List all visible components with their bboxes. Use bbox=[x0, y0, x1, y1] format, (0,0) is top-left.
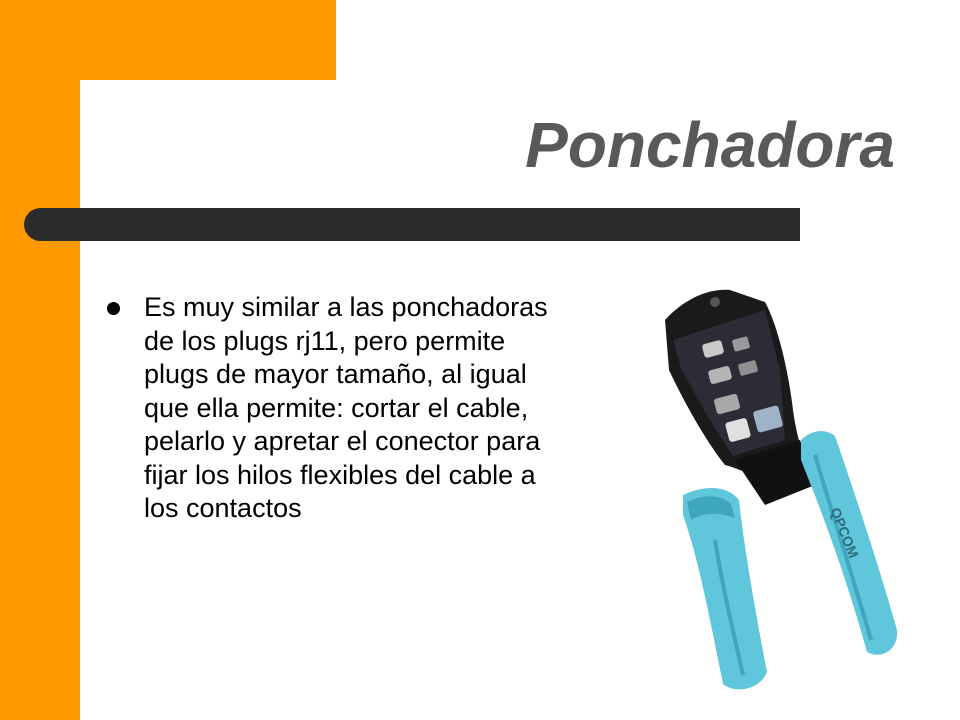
title-underline-bar bbox=[24, 208, 800, 241]
tool-brand-label: QPCOM bbox=[827, 505, 862, 561]
content-panel-corner bbox=[80, 80, 140, 140]
crimping-tool-icon bbox=[615, 280, 915, 700]
slide-title: Ponchadora bbox=[525, 109, 895, 181]
bullet-item bbox=[100, 291, 570, 526]
orange-frame-left bbox=[0, 0, 80, 720]
crimping-tool-image bbox=[615, 280, 915, 700]
bullet-icon bbox=[107, 302, 120, 315]
bullet-text: Es muy similar a las ponchadoras de los plugs rj11, pero permite plugs de mayor tamaño, al igual que ella permite: cortar el cable, pelarlo y apretar el conector para fijar los hilos flexibles del cable a los contactos bbox=[144, 292, 548, 523]
bullet-list bbox=[100, 291, 570, 526]
orange-frame-top bbox=[0, 0, 336, 80]
